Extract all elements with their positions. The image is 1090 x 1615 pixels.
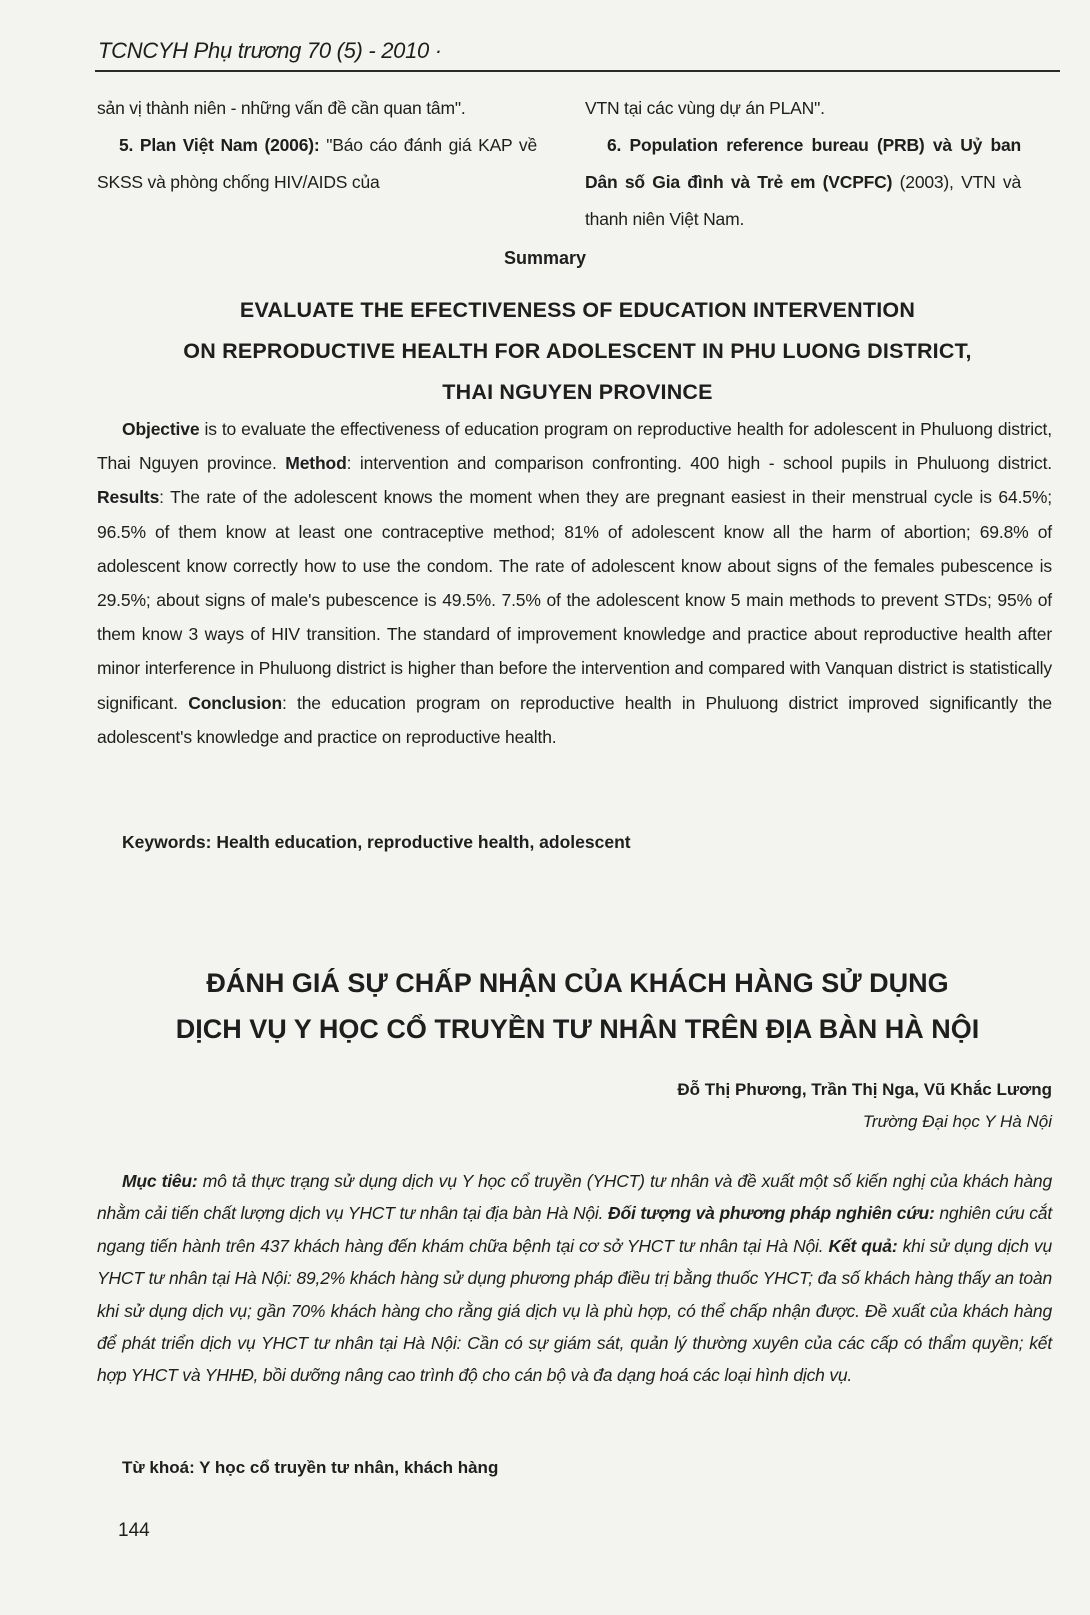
- running-header: TCNCYH Phụ trương 70 (5) - 2010 ·: [98, 38, 442, 63]
- label-objective: Objective: [122, 419, 200, 439]
- text: : intervention and comparison confronting. 400 high - school pupils in Phuluong district.: [346, 453, 1053, 474]
- text: is to evaluate the effectiveness of education program on reproductive health for adolescent in Phuluong district, Thai Nguyen province.: [97, 419, 1052, 474]
- reference-5: 5. Plan Việt Nam (2006): "Báo cáo đánh giá KAP về SKSS và phòng chống HIV/AIDS của: [97, 135, 537, 192]
- label-results: Kết quả:: [828, 1235, 898, 1256]
- title-line: ĐÁNH GIÁ SỰ CHẤP NHẬN CỦA KHÁCH HÀNG SỬ DỤNG: [206, 968, 949, 998]
- reference-continuation: sản vị thành niên - những vấn đề cần quan tâm".: [97, 98, 466, 118]
- title-line: THAI NGUYEN PROVINCE: [442, 380, 713, 404]
- label-aim: Mục tiêu:: [122, 1171, 198, 1191]
- title-line: ON REPRODUCTIVE HEALTH FOR ADOLESCENT IN PHU LUONG DISTRICT,: [183, 339, 972, 363]
- title-line: EVALUATE THE EFECTIVENESS OF EDUCATION INTERVENTION: [239, 298, 916, 322]
- header-rule: [95, 70, 1060, 72]
- summary-heading: Summary: [503, 248, 587, 268]
- affiliation: Trường Đại học Y Hà Nội: [862, 1112, 1052, 1131]
- article-title: [95, 960, 1060, 1052]
- vietnamese-abstract: [97, 1165, 1052, 1392]
- title-line: DỊCH VỤ Y HỌC CỔ TRUYỀN TƯ NHÂN TRÊN ĐỊA BÀN HÀ NỘI: [175, 1014, 980, 1044]
- authors: Đỗ Thị Phương, Trần Thị Nga, Vũ Khắc Lương: [677, 1080, 1052, 1099]
- text: : the education program on reproductive health in Phuluong district improved significantly the adolescent's knowledge and practice on reproductive health.: [97, 692, 1053, 747]
- reference-continuation: VTN tại các vùng dự án PLAN".: [585, 98, 825, 118]
- english-abstract: [97, 412, 1052, 754]
- english-title: [95, 290, 1060, 413]
- label-conclusion: Conclusion: [188, 692, 282, 713]
- label-subjects: Đối tượng và phương pháp nghiên cứu:: [608, 1203, 935, 1224]
- references-right-column: [585, 90, 1021, 238]
- english-keywords: Keywords: Health education, reproductive health, adolescent: [122, 832, 631, 852]
- reference-6: 6. Population reference bureau (PRB) và Uỷ ban Dân số Gia đình và Trẻ em (VCPFC) (2003), VTN và thanh niên Việt Nam.: [585, 135, 1021, 229]
- page-number: 144: [118, 1520, 150, 1541]
- label-method: Method: [285, 453, 347, 474]
- label-results: Results: [97, 487, 160, 508]
- text: : The rate of the adolescent knows the moment when they are pregnant easiest in their menstrual cycle is 64.5%; 96.5% of them know at least one contraceptive method; 81% of adolescent know all the harm of abortion; 69.8% of adolescent know correctly how to use the condom. The rate of adolescent know about signs of the females pubescence is 29.5%; about signs of male's pubescence is 49.5%. 7.5% of the adolescent know 5 main methods to prevent STDs; 95% of them know 3 ways of HIV transition. The standard of improvement knowledge and practice about reproductive health after minor interference in Phuluong district is higher than before the intervention and compared with Vanquan district is statistically significant.: [97, 487, 1052, 713]
- vietnamese-keywords: Từ khoá: Y học cổ truyền tư nhân, khách hàng: [122, 1458, 499, 1477]
- text: mô tả thực trạng sử dụng dịch vụ Y học cổ truyền (YHCT) tư nhân và đề xuất một số kiến nghị của khách hàng nhằm cải tiến chất lượng dịch vụ YHCT tư nhân tại địa bàn Hà Nội.: [97, 1171, 1052, 1224]
- text: nghiên cứu cắt ngang tiến hành trên 437 khách hàng đến khám chữa bệnh tại cơ sở YHCT tư nhân tại Hà Nội.: [97, 1203, 1053, 1256]
- text: khi sử dụng dịch vụ YHCT tư nhân tại Hà Nội: 89,2% khách hàng sử dụng phương pháp điều trị bằng thuốc YHCT; đa số khách hàng thấy an toàn khi sử dụng dịch vụ; gần 70% khách hàng cho rằng giá dịch vụ là phù hợp, có thể chấp nhận được. Đề xuất của khách hàng để phát triển dịch vụ YHCT tư nhân tại Hà Nội: Cần có sự giám sát, quản lý thường xuyên của các cấp có thẩm quyền; kết hợp YHCT và YHHĐ, bồi dưỡng nâng cao trình độ cho cán bộ và đa dạng hoá các loại hình dịch vụ.: [97, 1235, 1052, 1386]
- references-left-column: [97, 90, 537, 201]
